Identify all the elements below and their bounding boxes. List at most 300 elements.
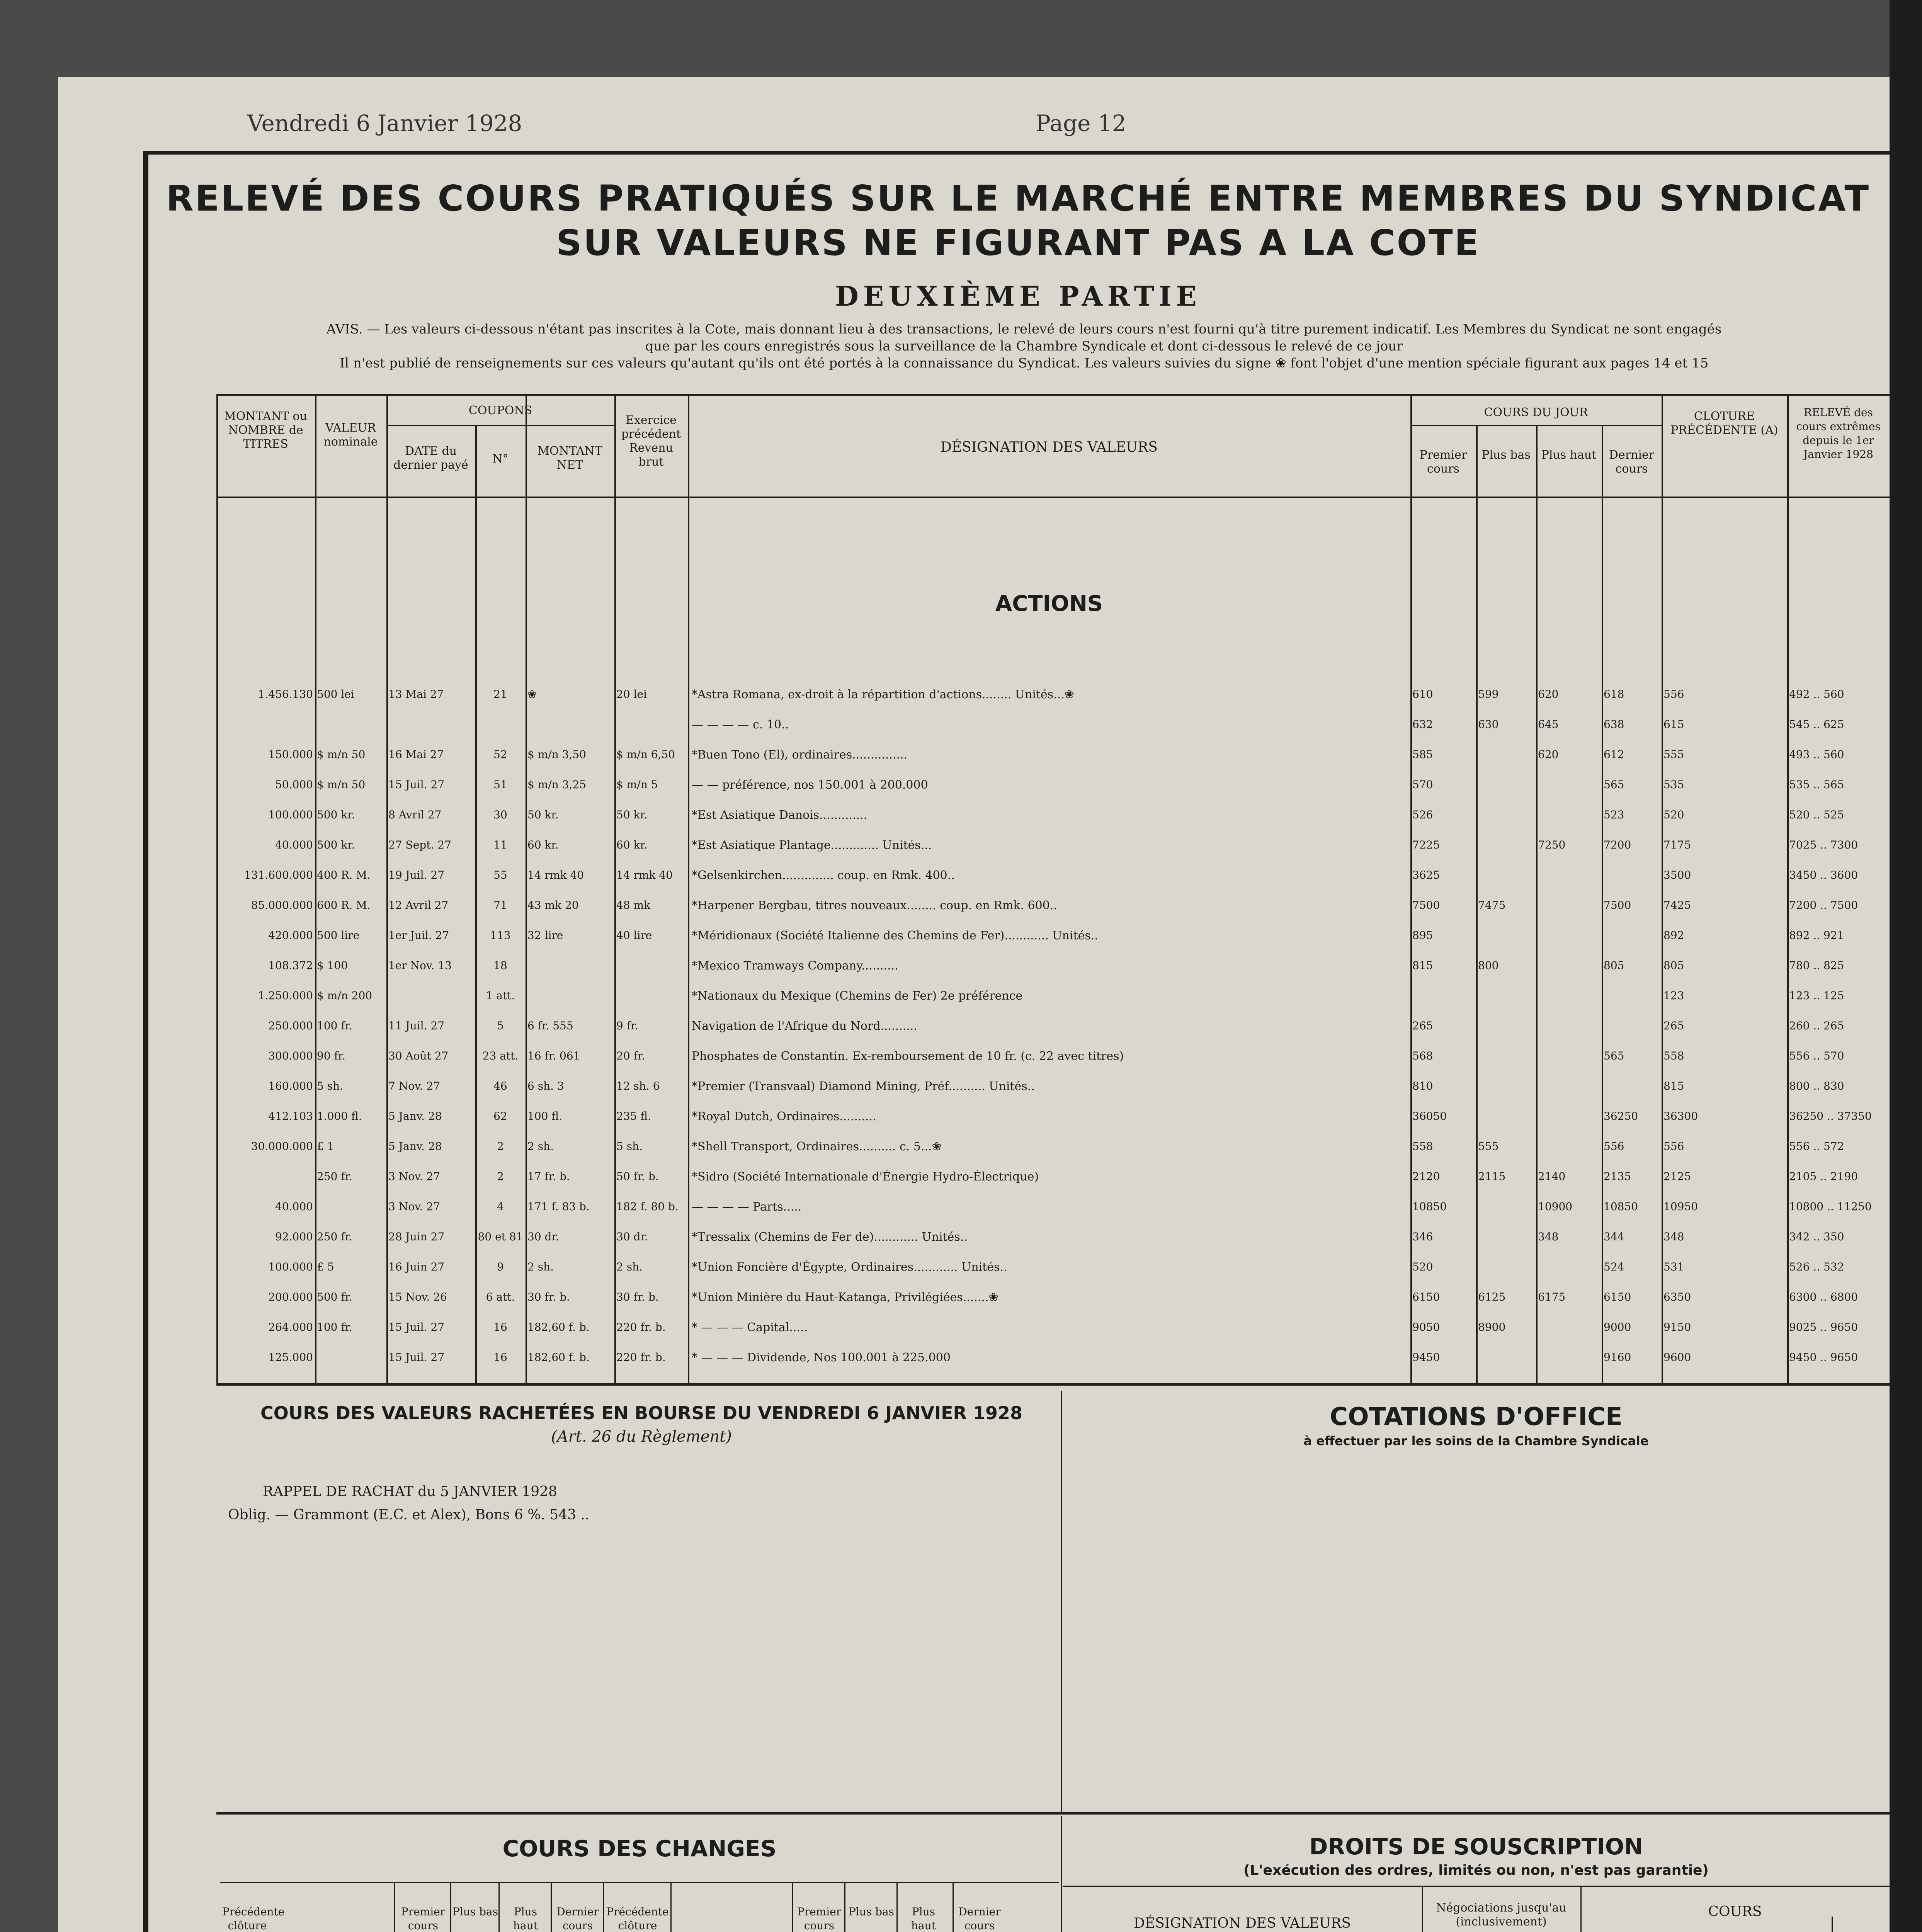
cell-designation: *Est Asiatique Danois............. [692, 808, 867, 822]
cell-net: ❀ [527, 688, 537, 701]
cell-haut: 620 [1538, 748, 1559, 761]
cell-releve: 535 .. 565 [1789, 778, 1844, 791]
cell-cloture: 6350 [1663, 1291, 1691, 1303]
cell-valeur: 600 R. M. [317, 899, 371, 912]
changes-header: Précédente clôture [222, 1905, 285, 1932]
cell-revenu: 220 fr. b. [616, 1321, 666, 1333]
table-row [0, 1351, 1922, 1374]
cell-cloture: 535 [1663, 778, 1684, 791]
cell-dernier: 805 [1604, 959, 1624, 972]
cell-bas: 8900 [1478, 1321, 1506, 1333]
cell-premier: 632 [1412, 718, 1433, 731]
changes-col [551, 1882, 552, 1932]
table-row [0, 1291, 1922, 1314]
cell-bas: 6125 [1478, 1291, 1506, 1303]
cell-valeur: 250 fr. [317, 1170, 352, 1183]
cell-net: 100 fl. [527, 1110, 562, 1122]
changes-col [792, 1882, 793, 1932]
th-plus-bas: Plus bas [1481, 448, 1531, 462]
table-row [0, 808, 1922, 832]
cell-releve: 6300 .. 6800 [1789, 1291, 1858, 1303]
cell-date: 1er Nov. 13 [388, 959, 452, 972]
souscription-title: DROITS DE SOUSCRIPTION [1309, 1833, 1643, 1860]
cell-net: 2 sh. [527, 1260, 554, 1273]
cell-date: 30 Août 27 [388, 1049, 449, 1062]
cell-montant: 412.103 [268, 1110, 313, 1122]
cell-premier: 346 [1412, 1230, 1433, 1243]
cell-net: $ m/n 3,50 [527, 748, 586, 761]
cell-revenu: 14 rmk 40 [616, 869, 673, 881]
cell-releve: 780 .. 825 [1789, 959, 1844, 972]
cell-montant: 30.000.000 [251, 1140, 313, 1153]
table-row [0, 929, 1922, 952]
cell-no: 30 [493, 808, 507, 821]
table-row [0, 869, 1922, 892]
changes-rule [220, 1882, 1059, 1883]
cell-valeur: $ m/n 50 [317, 778, 366, 791]
cell-cloture: 9600 [1663, 1351, 1691, 1364]
th-date: DATE du dernier payé [393, 444, 468, 472]
cell-montant: 125.000 [268, 1351, 313, 1364]
cell-net: 30 dr. [527, 1230, 559, 1243]
cell-date: 3 Nov. 27 [388, 1200, 440, 1213]
table-row [0, 1080, 1922, 1103]
cell-releve: 260 .. 265 [1789, 1019, 1844, 1032]
cell-designation: *Harpener Bergbau, titres nouveaux........ coup. en Rmk. 600.. [692, 899, 1057, 912]
cell-premier: 10850 [1412, 1200, 1447, 1213]
cell-no: 2 [497, 1170, 504, 1183]
cell-no: 71 [493, 899, 507, 912]
cell-montant: 420.000 [268, 929, 313, 942]
cell-haut: 348 [1538, 1230, 1559, 1243]
cell-montant: 200.000 [268, 1291, 313, 1303]
changes-col [450, 1882, 451, 1932]
cell-dernier: 344 [1604, 1230, 1624, 1243]
cell-releve: 9025 .. 9650 [1789, 1321, 1858, 1333]
page-date: Vendredi 6 Janvier 1928 [247, 110, 522, 136]
cell-valeur: $ 100 [317, 959, 348, 972]
cell-revenu: 60 kr. [616, 838, 648, 851]
cell-net: 182,60 f. b. [527, 1351, 590, 1364]
cell-designation: *Sidro (Société Internationale d'Énergie Hydro-Électrique) [692, 1170, 1039, 1184]
cell-montant: 40.000 [275, 1200, 313, 1213]
cell-premier: 558 [1412, 1140, 1433, 1153]
cell-revenu: 5 sh. [616, 1140, 643, 1153]
th-montant: MONTANT ou NOMBRE de TITRES [224, 410, 307, 451]
cell-net: 171 f. 83 b. [527, 1200, 590, 1213]
cell-bas: 800 [1478, 959, 1499, 972]
cell-dernier: 7200 [1604, 838, 1631, 851]
cell-montant: 92.000 [275, 1230, 313, 1243]
cell-releve: 7200 .. 7500 [1789, 899, 1858, 912]
cell-dernier: 638 [1604, 718, 1624, 731]
cell-dernier: 10850 [1604, 1200, 1638, 1213]
changes-header: Plus haut [911, 1905, 936, 1932]
table-row [0, 1140, 1922, 1163]
cell-dernier: 618 [1604, 688, 1624, 701]
table-row [0, 989, 1922, 1012]
cell-premier: 585 [1412, 748, 1433, 761]
rachetees-subtitle: (Art. 26 du Règlement) [551, 1428, 732, 1446]
cell-valeur: $ m/n 200 [317, 989, 372, 1002]
th-designation: DÉSIGNATION DES VALEURS [940, 439, 1158, 455]
cell-premier: 9050 [1412, 1321, 1440, 1333]
cell-premier: 815 [1412, 959, 1433, 972]
cell-no: 23 att. [482, 1049, 519, 1062]
cell-no: 4 [497, 1200, 504, 1213]
cell-releve: 520 .. 525 [1789, 808, 1844, 821]
changes-header: Précédente clôture [606, 1905, 669, 1932]
table-row [0, 718, 1922, 741]
cell-montant: 50.000 [275, 778, 313, 791]
souscription-col [1580, 1886, 1582, 1932]
changes-col [896, 1882, 898, 1932]
cell-revenu: 48 mk [616, 899, 651, 912]
cell-montant: 300.000 [268, 1049, 313, 1062]
cell-designation: Phosphates de Constantin. Ex-remboursement de 10 fr. (c. 22 avec titres) [692, 1049, 1124, 1063]
cell-valeur: 90 fr. [317, 1049, 346, 1062]
cell-dernier: 565 [1604, 778, 1624, 791]
cell-releve: 545 .. 625 [1789, 718, 1844, 731]
cell-cloture: 815 [1663, 1080, 1684, 1092]
cell-designation: * — — — Dividende, Nos 100.001 à 225.000 [692, 1351, 951, 1364]
cell-bas: 7475 [1478, 899, 1506, 912]
changes-col [952, 1882, 954, 1932]
cell-premier: 895 [1412, 929, 1433, 942]
cell-valeur: 100 fr. [317, 1321, 352, 1333]
cell-valeur: 100 fr. [317, 1019, 352, 1032]
souscription-rule [1063, 1886, 1890, 1887]
th-cours-du-jour: COURS DU JOUR [1484, 406, 1588, 419]
cell-premier: 3625 [1412, 869, 1440, 881]
cell-valeur: 500 kr. [317, 838, 355, 851]
cell-cloture: 9150 [1663, 1321, 1691, 1333]
cell-valeur: £ 5 [317, 1260, 334, 1273]
cell-no: 9 [497, 1260, 504, 1273]
cell-premier: 7500 [1412, 899, 1440, 912]
cell-no: 5 [497, 1019, 504, 1032]
cell-designation: *Méridionaux (Société Italienne des Chemins de Fer)............ Unités.. [692, 929, 1098, 942]
cell-dernier: 524 [1604, 1260, 1624, 1273]
cell-dernier: 2135 [1604, 1170, 1631, 1183]
th-cloture: CLOTURE PRÉCÉDENTE (A) [1670, 410, 1778, 437]
cell-releve: 892 .. 921 [1789, 929, 1844, 942]
th-releve: RELEVÉ des cours extrêmes depuis le 1er Janvier 1928 [1796, 406, 1881, 461]
cell-haut: 620 [1538, 688, 1559, 701]
cell-designation: *Mexico Tramways Company.......... [692, 959, 898, 973]
cell-revenu: 40 lire [616, 929, 652, 942]
table-top-rule [216, 394, 1890, 396]
cell-net: 43 mk 20 [527, 899, 579, 912]
table-row [0, 1321, 1922, 1344]
changes-header: Plus bas [452, 1905, 498, 1918]
cell-no: 55 [493, 869, 507, 881]
cell-bas: 599 [1478, 688, 1499, 701]
cell-designation: Navigation de l'Afrique du Nord.......... [692, 1019, 917, 1033]
cell-premier: 2120 [1412, 1170, 1440, 1183]
part-title: DEUXIÈME PARTIE [835, 280, 1201, 312]
cell-revenu: 235 fl. [616, 1110, 651, 1122]
cell-date: 27 Sept. 27 [388, 838, 451, 851]
cell-cloture: 3500 [1663, 869, 1691, 881]
cell-montant: 85.000.000 [251, 899, 313, 912]
cell-montant: 250.000 [268, 1019, 313, 1032]
cell-date: 16 Juin 27 [388, 1260, 445, 1273]
cell-releve: 526 .. 532 [1789, 1260, 1844, 1273]
cell-no: 1 att. [486, 989, 515, 1002]
cell-designation: *Est Asiatique Plantage............. Unités... [692, 838, 932, 852]
cell-net: 32 lire [527, 929, 563, 942]
cell-cloture: 531 [1663, 1260, 1684, 1273]
cell-designation: — — préférence, nos 150.001 à 200.000 [692, 778, 928, 792]
cell-no: 18 [493, 959, 507, 972]
cell-revenu: 30 dr. [616, 1230, 648, 1243]
cell-montant: 40.000 [275, 838, 313, 851]
cell-haut: 10900 [1538, 1200, 1573, 1213]
th-sous-designation: DÉSIGNATION DES VALEURS [1133, 1915, 1351, 1931]
cell-date: 8 Avril 27 [388, 808, 442, 821]
cell-date: 5 Janv. 28 [388, 1110, 442, 1122]
cell-valeur: 500 fr. [317, 1291, 352, 1303]
cell-no: 16 [493, 1321, 507, 1333]
cell-cloture: 556 [1663, 688, 1684, 701]
cell-date: 15 Juil. 27 [388, 778, 445, 791]
cell-releve: 2105 .. 2190 [1789, 1170, 1858, 1183]
cell-valeur: 500 lire [317, 929, 360, 942]
cell-net: 182,60 f. b. [527, 1321, 590, 1333]
cell-revenu: 20 lei [616, 688, 647, 701]
cell-dernier: 36250 [1604, 1110, 1638, 1122]
cell-dernier: 6150 [1604, 1291, 1631, 1303]
cell-net: 16 fr. 061 [527, 1049, 580, 1062]
cell-revenu: 12 sh. 6 [616, 1080, 660, 1092]
cell-valeur: 250 fr. [317, 1230, 352, 1243]
cell-designation: *Astra Romana, ex-droit à la répartition d'actions........ Unités...❀ [692, 688, 1074, 701]
th-sous-cours: COURS [1708, 1904, 1762, 1920]
th-premier: Premier cours [1419, 448, 1467, 476]
cell-cloture: 555 [1663, 748, 1684, 761]
changes-col [498, 1882, 500, 1932]
cell-releve: 342 .. 350 [1789, 1230, 1844, 1243]
cell-date: 5 Janv. 28 [388, 1140, 442, 1153]
souscription-col [1832, 1917, 1833, 1932]
cell-designation: * — — — Capital..... [692, 1321, 808, 1334]
cell-designation: *Tressalix (Chemins de Fer de)............ Unités.. [692, 1230, 968, 1244]
table-row [0, 1049, 1922, 1073]
cell-revenu: 30 fr. b. [616, 1291, 659, 1303]
cell-cloture: 558 [1663, 1049, 1684, 1062]
cell-releve: 7025 .. 7300 [1789, 838, 1858, 851]
cell-premier: 6150 [1412, 1291, 1440, 1303]
cell-montant: 108.372 [268, 959, 313, 972]
cell-dernier: 565 [1604, 1049, 1624, 1062]
cell-revenu: $ m/n 5 [616, 778, 658, 791]
cell-revenu: 182 f. 80 b. [616, 1200, 679, 1213]
cell-net: 6 sh. 3 [527, 1080, 564, 1092]
cell-releve: 492 .. 560 [1789, 688, 1844, 701]
table-row [0, 778, 1922, 801]
cell-net: 60 kr. [527, 838, 559, 851]
th-exercice: Exercice précédent Revenu brut [621, 413, 681, 469]
cell-premier: 570 [1412, 778, 1433, 791]
cell-valeur: $ m/n 50 [317, 748, 366, 761]
cell-montant: 1.250.000 [258, 989, 313, 1002]
section-divider [1061, 1816, 1062, 1932]
cell-releve: 556 .. 572 [1789, 1140, 1844, 1153]
main-title-line1: RELEVÉ DES COURS PRATIQUÉS SUR LE MARCHÉ ENTRE MEMBRES DU SYNDICAT [166, 178, 1871, 219]
cell-no: 2 [497, 1140, 504, 1153]
changes-header: Premier cours [401, 1905, 446, 1932]
rachetees-title: COURS DES VALEURS RACHETÉES EN BOURSE DU VENDREDI 6 JANVIER 1928 [260, 1403, 1023, 1423]
cell-valeur: 1.000 fl. [317, 1110, 362, 1122]
cell-montant: 150.000 [268, 748, 313, 761]
cell-no: 11 [493, 838, 507, 851]
cell-net: 30 fr. b. [527, 1291, 570, 1303]
cell-cloture: 36300 [1663, 1110, 1698, 1122]
cell-premier: 526 [1412, 808, 1433, 821]
cell-releve: 556 .. 570 [1789, 1049, 1844, 1062]
changes-title: COURS DES CHANGES [502, 1835, 777, 1862]
th-dernier: Dernier cours [1609, 448, 1655, 476]
table-row [0, 1170, 1922, 1193]
cell-releve: 36250 .. 37350 [1789, 1110, 1872, 1122]
changes-header: Plus haut [513, 1905, 538, 1932]
cell-revenu: $ m/n 6,50 [616, 748, 675, 761]
section-divider [1061, 1391, 1062, 1812]
main-title-line2: SUR VALEURS NE FIGURANT PAS A LA COTE [556, 222, 1480, 264]
cell-cloture: 7175 [1663, 838, 1691, 851]
cell-no: 6 att. [486, 1291, 515, 1303]
cell-date: 7 Nov. 27 [388, 1080, 440, 1092]
cell-designation: — — — — Parts..... [692, 1200, 802, 1214]
changes-col [670, 1882, 672, 1932]
table-bottom-rule [216, 1383, 1890, 1386]
changes-header: Plus bas [848, 1905, 895, 1918]
cell-revenu: 20 fr. [616, 1049, 645, 1062]
th-coupons: COUPONS [468, 404, 532, 417]
table-row [0, 1260, 1922, 1284]
cell-date: 3 Nov. 27 [388, 1170, 440, 1183]
cell-date: 28 Juin 27 [388, 1230, 445, 1243]
cell-date: 13 Mai 27 [388, 688, 444, 701]
cell-releve: 493 .. 560 [1789, 748, 1844, 761]
table-row [0, 688, 1922, 711]
cell-no: 46 [493, 1080, 507, 1092]
changes-col [844, 1882, 845, 1932]
cell-premier: 520 [1412, 1260, 1433, 1273]
cell-bas: 2115 [1478, 1170, 1506, 1183]
cell-haut: 6175 [1538, 1291, 1566, 1303]
cell-revenu: 220 fr. b. [616, 1351, 666, 1364]
cell-net: 50 kr. [527, 808, 559, 821]
cell-montant: 160.000 [268, 1080, 313, 1092]
cell-bas: 630 [1478, 718, 1499, 731]
cell-designation: *Royal Dutch, Ordinaires.......... [692, 1110, 876, 1123]
cell-date: 19 Juil. 27 [388, 869, 445, 881]
section-rule [216, 1812, 1890, 1815]
cell-no: 21 [493, 688, 507, 701]
cotations-subtitle: à effectuer par les soins de la Chambre Syndicale [1303, 1434, 1649, 1448]
cell-valeur: 500 kr. [317, 808, 355, 821]
cell-designation: *Union Foncière d'Égypte, Ordinaires............ Unités.. [692, 1260, 1007, 1274]
cell-releve: 9450 .. 9650 [1789, 1351, 1858, 1364]
cell-dernier: 7500 [1604, 899, 1631, 912]
cell-net: $ m/n 3,25 [527, 778, 586, 791]
cell-montant: 100.000 [268, 1260, 313, 1273]
avis-line1: AVIS. — Les valeurs ci-dessous n'étant pas inscrites à la Cote, mais donnant lieu à des transactions, le relevé de leurs cours n'est fourni qu'à titre purement indicatif. Les Membres du Syndicat ne sont engagés [326, 321, 1722, 337]
cell-designation: — — — — c. 10.. [692, 718, 789, 731]
changes-header: Premier cours [797, 1905, 842, 1932]
cell-montant: 264.000 [268, 1321, 313, 1333]
table-row [0, 838, 1922, 862]
cell-no: 113 [490, 929, 511, 942]
changes-col [394, 1882, 395, 1932]
cell-designation: *Gelsenkirchen.............. coup. en Rmk. 400.. [692, 869, 955, 882]
cell-cloture: 348 [1663, 1230, 1684, 1243]
avis-line2: que par les cours enregistrés sous la surveillance de la Chambre Syndicale et dont ci-dessous le relevé de ce jour [645, 338, 1403, 354]
cell-cloture: 10950 [1663, 1200, 1698, 1213]
cell-date: 15 Nov. 26 [388, 1291, 447, 1303]
table-row [0, 1019, 1922, 1043]
cell-revenu: 2 sh. [616, 1260, 643, 1273]
cell-date: 15 Juil. 27 [388, 1351, 445, 1364]
cell-cloture: 123 [1663, 989, 1684, 1002]
cell-premier: 810 [1412, 1080, 1433, 1092]
th-no: N° [492, 452, 509, 466]
cell-cloture: 892 [1663, 929, 1684, 942]
cell-designation: *Union Minière du Haut-Katanga, Privilégiées.......❀ [692, 1291, 998, 1304]
cell-releve: 3450 .. 3600 [1789, 869, 1858, 881]
cell-premier: 36050 [1412, 1110, 1447, 1122]
table-row [0, 1230, 1922, 1253]
cell-releve: 123 .. 125 [1789, 989, 1844, 1002]
cell-premier: 7225 [1412, 838, 1440, 851]
changes-header: Dernier cours [958, 1905, 1001, 1932]
cell-cloture: 2125 [1663, 1170, 1691, 1183]
cell-dernier: 523 [1604, 808, 1624, 821]
cell-montant: 131.600.000 [244, 869, 313, 881]
cell-montant: 1.456.130 [258, 688, 313, 701]
table-row [0, 748, 1922, 771]
cell-cloture: 7425 [1663, 899, 1691, 912]
cell-releve: 800 .. 830 [1789, 1080, 1844, 1092]
cell-valeur: 500 lei [317, 688, 354, 701]
th-montant-net: MONTANT NET [537, 444, 602, 472]
cell-cloture: 265 [1663, 1019, 1684, 1032]
table-header-rule [216, 497, 1890, 498]
coupons-rule [386, 425, 614, 426]
cell-date: 15 Juil. 27 [388, 1321, 445, 1333]
cell-revenu: 9 fr. [616, 1019, 638, 1032]
cell-valeur: 400 R. M. [317, 869, 371, 881]
cell-premier: 610 [1412, 688, 1433, 701]
rachetees-rappel: RAPPEL DE RACHAT du 5 JANVIER 1928 [263, 1484, 557, 1500]
th-plus-haut: Plus haut [1541, 448, 1597, 462]
cell-date: 11 Juil. 27 [388, 1019, 445, 1032]
cell-designation: *Shell Transport, Ordinaires.......... c. 5...❀ [692, 1140, 942, 1153]
cell-designation: *Buen Tono (El), ordinaires............... [692, 748, 908, 762]
table-row [0, 959, 1922, 982]
cell-date: 12 Avril 27 [388, 899, 449, 912]
cell-designation: *Nationaux du Mexique (Chemins de Fer) 2e préférence [692, 989, 1023, 1003]
rachetees-line: Oblig. — Grammont (E.C. et Alex), Bons 6 %. 543 .. [228, 1507, 590, 1523]
cell-net: 6 fr. 555 [527, 1019, 573, 1032]
cell-haut: 645 [1538, 718, 1559, 731]
cell-net: 14 rmk 40 [527, 869, 584, 881]
changes-col [603, 1882, 604, 1932]
cell-no: 80 et 81 [478, 1230, 523, 1243]
cell-montant: 100.000 [268, 808, 313, 821]
